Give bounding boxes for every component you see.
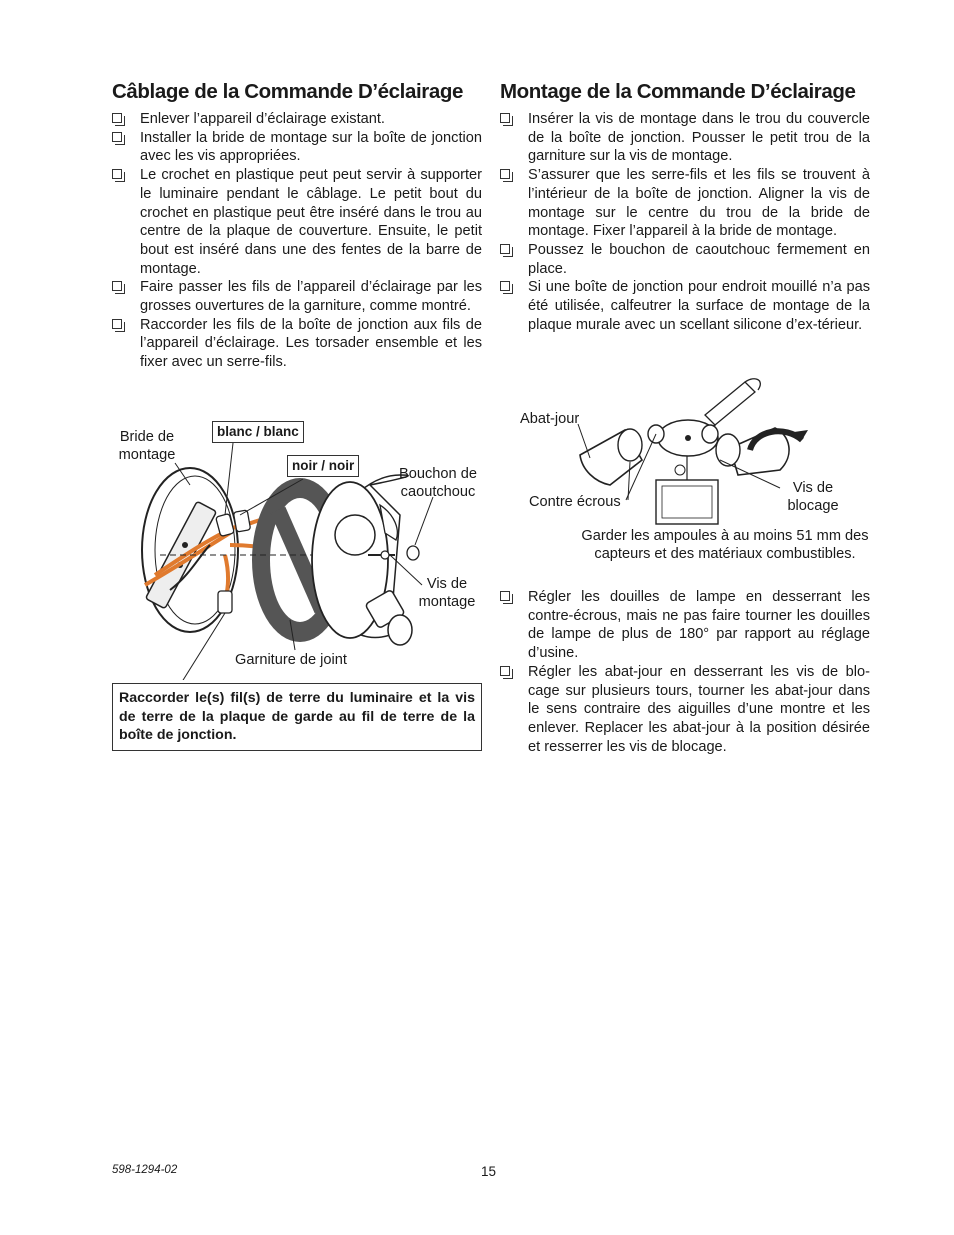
list-item: Raccorder les fils de la boîte de jonction aux fils de l’appareil d’éclairage. Les torsader ensemble et les fixer avec un serre-fils. (112, 316, 482, 372)
list-item: S’assurer que les serre-fils et les fils se trouvent à l’intérieur de la boîte de jonction. Aligner la vis de montage sur le centre du trou de la bride de montage. Fixer l’appareil à la bride de montage. (500, 166, 870, 241)
label-bouchon-de-caoutchouc: Bouchon de caoutchouc (399, 466, 477, 500)
montage-checklist (500, 110, 870, 334)
label-bride-de-montage: Bride de montage (118, 429, 176, 463)
tag-blanc-blanc: blanc / blanc (212, 421, 304, 443)
label-garniture-de-joint: Garniture de joint (235, 652, 347, 668)
checkbox-icon (112, 132, 122, 142)
right-column-lower (500, 588, 870, 756)
list-item: Le crochet en plastique peut peut servir à supporter le luminaire pendant le câblage. Le petit bout du crochet en plastique peut être inséré dans le trou au centre de la plaque de couverture. Ensuite, le petit bout est inséré dans une des fentes de la barre de montage. (112, 166, 482, 278)
checkbox-icon (500, 113, 510, 123)
checkbox-icon (112, 319, 122, 329)
label-contre-ecrous: Contre écrous (529, 494, 621, 510)
checkbox-icon (112, 169, 122, 179)
label-abat-jour: Abat-jour (520, 411, 580, 427)
label-vis-de-montage: Vis de montage (418, 576, 476, 610)
checkbox-icon (500, 281, 510, 291)
ground-wire-note: Raccorder le(s) fil(s) de terre du luminaire et la vis de terre de la plaque de garde au fil de terre de la boîte de jonction. (112, 683, 482, 751)
checkbox-icon (112, 281, 122, 291)
list-item: Faire passer les fils de l’appareil d’éclairage par les grosses ouvertures de la garniture, comme montré. (112, 278, 482, 315)
label-vis-de-blocage: Vis de blocage (787, 480, 839, 514)
checkbox-icon (112, 113, 122, 123)
checkbox-icon (500, 591, 510, 601)
tag-noir-noir: noir / noir (287, 455, 359, 477)
doc-number: 598-1294-02 (112, 1164, 178, 1176)
list-item: Insérer la vis de montage dans le trou du couvercle de la boîte de jonction. Pousser le petit trou de la garniture sur la vis de montage. (500, 110, 870, 166)
list-item: Enlever l’appareil d’éclairage existant. (112, 110, 482, 129)
list-item: Installer la bride de montage sur la boîte de jonction avec les vis appropriées. (112, 129, 482, 166)
list-item: Régler les abat-jour en desserrant les vis de blo-cage sur plusieurs tours, tourner les abat-jour dans le sens contraire des aiguilles d’une montre et les enlever. Replacer les abat-jour à la position désirée et resserrer les vis de blocage. (500, 663, 870, 757)
lamp-diagram-caption: Garder les ampoules à au moins 51 mm des capteurs et des matériaux combustibles. (581, 528, 869, 562)
right-column (500, 80, 870, 334)
cablage-checklist (112, 110, 482, 372)
list-item: Poussez le bouchon de caoutchouc fermement en place. (500, 241, 870, 278)
checkbox-icon (500, 666, 510, 676)
page-number: 15 (481, 1164, 497, 1179)
list-item: Si une boîte de jonction pour endroit mouillé n’a pas été utilisée, calfeutrer la surface de montage de la plaque murale avec un scellant silicone d’ex-térieur. (500, 278, 870, 334)
checkbox-icon (500, 169, 510, 179)
reglage-checklist (500, 588, 870, 756)
checkbox-icon (500, 244, 510, 254)
section-title-montage: Montage de la Commande D’éclairage (500, 80, 856, 103)
list-item: Régler les douilles de lampe en desserrant les contre-écrous, mais ne pas faire tourner les douilles de lampe de plus de 180° par rapport au réglage d’usine. (500, 588, 870, 663)
left-column (112, 80, 482, 372)
section-title-cablage: Câblage de la Commande D’éclairage (112, 80, 463, 103)
